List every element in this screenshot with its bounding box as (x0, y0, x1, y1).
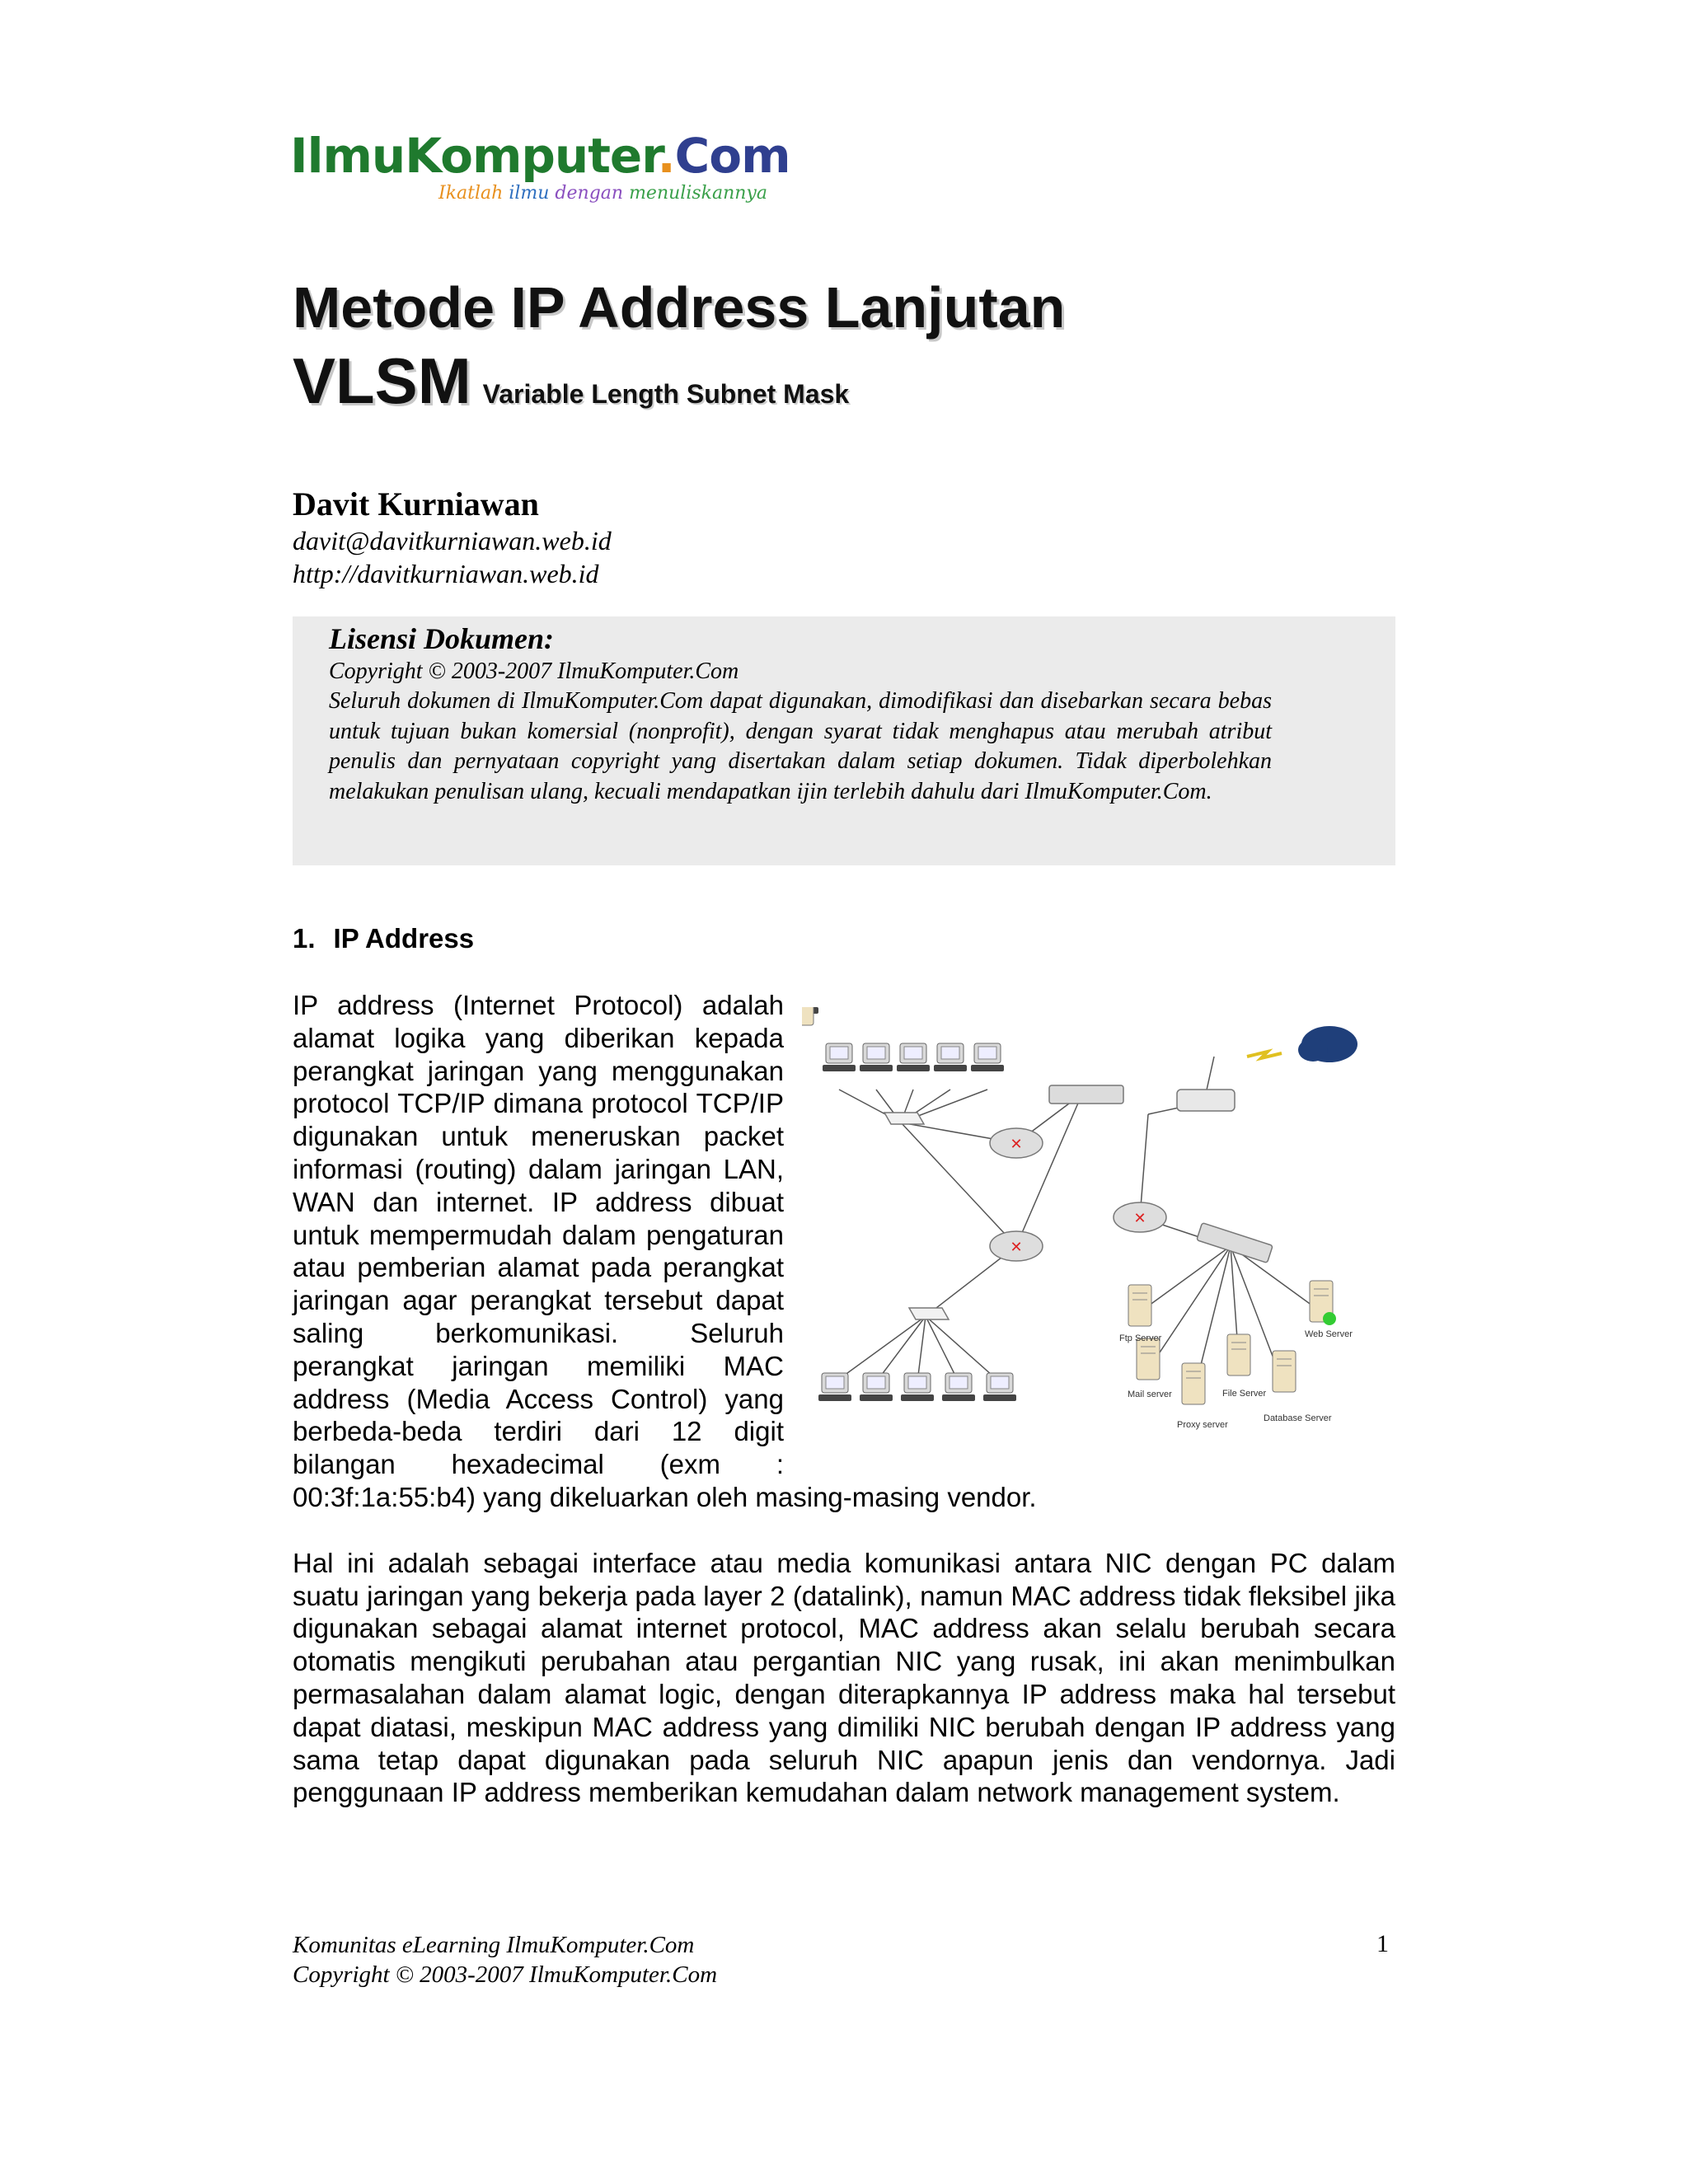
network-diagram-svg (802, 1007, 1395, 1469)
network-diagram (802, 1007, 1395, 1469)
tagline-word: menuliskannya (629, 183, 767, 204)
svg-text:✕: ✕ (1010, 1239, 1023, 1256)
file-server-label: File Server (1222, 1389, 1267, 1399)
svg-text:✕: ✕ (1133, 1210, 1146, 1227)
document-title: Metode IP Address Lanjutan (293, 275, 1066, 340)
logo-text: IlmuKomputer.Com (290, 128, 790, 184)
tagline-word: Ikatlah (438, 183, 504, 204)
section-title: IP Address (333, 923, 475, 954)
logo-tagline (438, 183, 790, 204)
footer-community: Komunitas eLearning IlmuKomputer.Com (293, 1932, 695, 1958)
author-url[interactable]: http://davitkurniawan.web.id (293, 559, 599, 588)
page-footer (293, 1930, 717, 1990)
section-content (293, 989, 1395, 1809)
author-block (293, 485, 612, 590)
license-title: Lisensi Dokumen: (329, 622, 555, 655)
site-logo (290, 128, 790, 204)
tagline-word: ilmu (509, 183, 550, 204)
mail-server-label: Mail server (1128, 1390, 1172, 1399)
title-acronym-expansion: Variable Length Subnet Mask (482, 379, 850, 409)
page-number: 1 (1376, 1930, 1389, 1957)
license-body: Seluruh dokumen di IlmuKomputer.Com dapat digunakan, dimodifikasi dan disebarkan secara bebas untuk tujuan bukan komersial (nonprofit), dengan syarat tidak menghapus atau merubah atribut penulis dan pernyataan copyright yang disertakan dalam setiap dokumen. Tidak diperbolehkan melakukan penulisan ulang, kecuali mendapatkan ijin terlebih dahulu dari IlmuKomputer.Com. (329, 688, 1272, 804)
proxy-server-label: Proxy server (1177, 1420, 1228, 1430)
section-heading (293, 923, 474, 954)
paragraph-ip-address-definition: IP address (Internet Protocol) adalah alamat logika yang diberikan kepada perangkat jaringan yang menggunakan protocol TCP/IP dimana protocol TCP/IP digunakan untuk meneruskan packet informasi (routing) dalam jaringan LAN, WAN dan internet. IP address dibuat untuk mempermudah dalam pengaturan atau pemberian alamat pada perangkat jaringan agar perangkat tersebut dapat saling berkomunikasi. Seluruh perangkat jaringan memiliki MAC address (Media Access Control) yang berbeda-beda terdiri dari 12 digit bilangan hexadecimal (exm : 00:3f:1a:55:b4) yang dikeluarkan oleh masing-masing vendor. (293, 990, 1037, 1512)
paragraph-mac-address: Hal ini adalah sebagai interface atau media komunikasi antara NIC dengan PC dalam suatu jaringan yang bekerja pada layer 2 (datalink), namun MAC address tidak fleksibel jika digunakan sebagai alamat internet protocol, MAC address akan selalu berubah secara otomatis mengikuti perubahan atau pergantian NIC yang rusak, ini akan menimbulkan permasalahan dalam alamat logic, dengan diterapkannya IP address maka hal tersebut dapat diatasi, meskipun MAC address yang dimiliki NIC berubah dengan IP address yang sama tetap dapat digunakan pada seluruh NIC apapun jenis dan vendornya. Jadi penggunaan IP address memberikan kemudahan dalam network management system. (293, 1547, 1395, 1808)
svg-text:✕: ✕ (1010, 1136, 1023, 1153)
license-copyright: Copyright © 2003-2007 IlmuKomputer.Com (329, 658, 739, 685)
author-name: Davit Kurniawan (293, 485, 539, 523)
ftp-server-label: Ftp Server (1119, 1333, 1162, 1343)
database-server-label: Database Server (1264, 1413, 1332, 1423)
footer-copyright: Copyright © 2003-2007 IlmuKomputer.Com (293, 1961, 718, 1988)
title-acronym: VLSM (293, 344, 471, 417)
author-email[interactable]: davit@davitkurniawan.web.id (293, 526, 612, 555)
document-subtitle (293, 346, 849, 417)
logo-wordmark (290, 128, 790, 184)
web-server-label: Web Server (1305, 1329, 1353, 1339)
section-number: 1. (293, 923, 316, 954)
tagline-word: dengan (555, 183, 624, 204)
license-box (293, 616, 1395, 865)
